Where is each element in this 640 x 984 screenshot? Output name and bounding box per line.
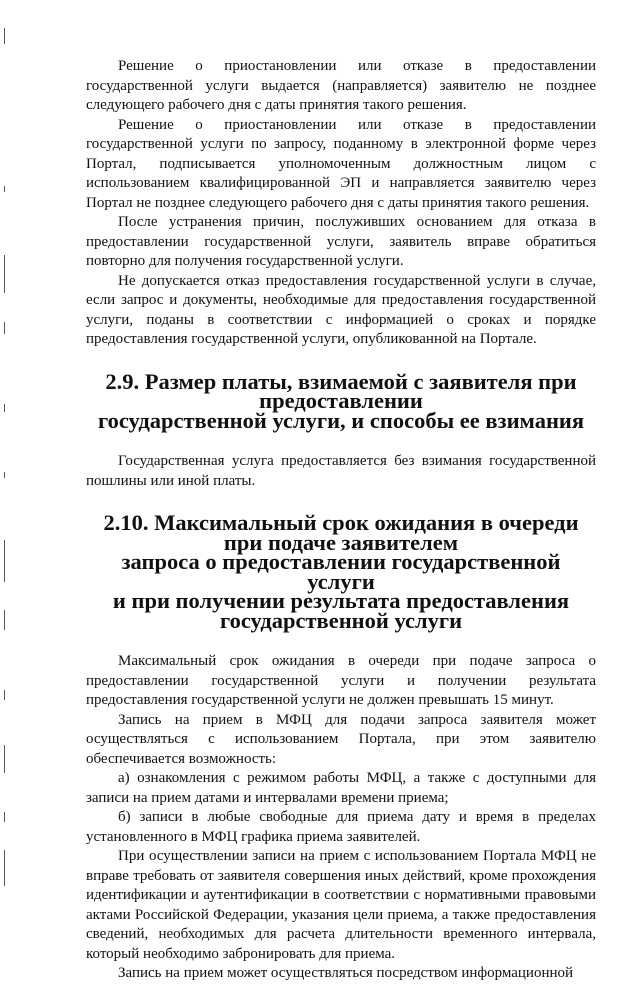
heading-line: 2.9. Размер платы, взимаемой с заявителя при предоставлении [105, 368, 577, 413]
paragraph: Максимальный срок ожидания в очереди при подаче запроса о предоставлении государственной услуги и получении результата предоставления государственной услуги не должен превышать 15 минут. [86, 653, 596, 708]
heading-line: 2.10. Максимальный срок ожидания в очереди при подаче заявителем [103, 510, 579, 555]
paragraph: Решение о приостановлении или отказе в предоставлении государственной услуги выдается (направляется) заявителю не позднее следующего рабочего дня с даты принятия такого решения. [86, 58, 596, 113]
heading-line: и при получении результата предоставления [112, 588, 570, 613]
heading-line: государственной услуги, и способы ее взимания [97, 407, 585, 433]
heading-line: государственной услуги [219, 607, 463, 633]
section-heading-2-9 [86, 368, 596, 433]
heading-line: запроса о предоставлении государственной услуги [121, 549, 561, 594]
paragraph: Решение о приостановлении или отказе в предоставлении государственной услуги по запросу, поданному в электронной форме через Портал, подписывается уполномоченным должностным лицом с использованием квалифицированной ЭП и направляется заявителю через Портал не позднее следующего рабочего дня с даты принятия такого решения. [86, 116, 596, 211]
paragraph: При осуществлении записи на прием с использованием Портала МФЦ не вправе требовать от заявителя совершения иных действий, кроме прохождения идентификации и аутентификации в соответствии с нормативными правовыми актами Российской Федерации, указания цели приема, а также предоставления сведений, необходимых для расчета длительности временного интервала, который необходимо забронировать для приема. [86, 848, 596, 962]
list-item: б) записи в любые свободные для приема дату и время в пределах установленного в МФЦ графика приема заявителей. [86, 809, 596, 845]
paragraph: Не допускается отказ предоставления государственной услуги в случае, если запрос и документы, необходимые для предоставления государственной услуги, поданы в соответствии с информацией о сроках и порядке предоставления государственной услуги, опубликованной на Портале. [86, 272, 596, 347]
paragraph: Запись на прием в МФЦ для подачи запроса заявителя может осуществляться с использованием Портала, при этом заявителю обеспечивается возможность: [86, 711, 596, 767]
document-page [86, 57, 596, 984]
list-item: а) ознакомления с режимом работы МФЦ, а также с доступными для записи на прием датами и интервалами времени приема; [86, 770, 596, 806]
section-heading-2-10 [86, 510, 596, 633]
paragraph: Государственная услуга предоставляется без взимания государственной пошлины или иной платы. [86, 453, 596, 489]
paragraph: Запись на прием может осуществляться посредством информационной [118, 965, 574, 981]
paragraph: После устранения причин, послуживших основанием для отказа в предоставлении государственной услуги, заявитель вправе обратиться повторно для получения государственной услуги. [86, 214, 596, 269]
scan-edge-marks [0, 0, 12, 905]
